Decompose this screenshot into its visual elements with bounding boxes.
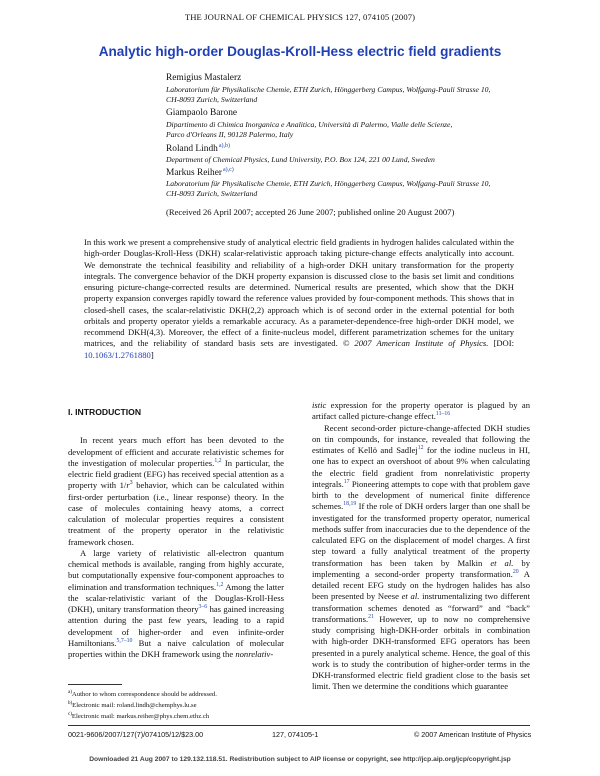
email-link[interactable]: Electronic mail: markus.reiher@phys.chem.ethz.ch [71,712,210,720]
citation[interactable]: 3–6 [198,604,208,611]
author-name: Remigius Mastalerz [166,73,242,83]
author-footnote-mark[interactable]: a),c) [222,167,234,173]
left-column [68,400,284,660]
author-affiliation: Dipartimento di Chimica Inorganica e Analitica, Università di Palermo, Vialle delle Scienze, Parco d'Orleans II, 90128 Palermo, Italy [166,120,453,139]
footnote: $^{a)}$Author to whom correspondence should be addressed. [68,690,217,699]
footnote-rule [68,684,122,685]
author-name: Giampaolo Barone [166,108,238,118]
received-dates: (Received 26 April 2007; accepted 26 June 2007; published online 20 August 2007) [166,207,455,217]
citation[interactable]: 20 [512,568,519,575]
author-footnote-mark[interactable]: a),b) [218,143,230,149]
footer-issn: 0021-9606/2007/127(7)/074105/12/$23.00 [68,730,204,739]
author-affiliation: Laboratorium für Physikalische Chemie, ETH Zurich, Hönggerberg Campus, Wolfgang-Pauli Strasse 10, CH-8093 Zurich, Switzerland [166,179,491,198]
copyright-notice: © 2007 American Institute of Physics. [342,338,489,349]
right-column [312,400,530,693]
author-affiliation: Laboratorium für Physikalische Chemie, ETH Zurich, Hönggerberg Campus, Wolfgang-Pauli Strasse 10, CH-8093 Zurich, Switzerland [166,85,491,104]
author-name: Roland Lindh$^{a),b)}$ [166,143,230,155]
citation[interactable]: 1,2 [216,581,224,588]
citation[interactable]: 18,19 [343,501,357,508]
paragraph-continuation: istic expression for the property operator is plagued by an artifact called picture-change effect.$^{11-16}$ [312,400,530,422]
article-title: Analytic high-order Douglas-Kroll-Hess electric field gradients [98,44,502,59]
footnote: $^{b)}$Electronic mail: roland.lindh@chemphys.lu.se [68,700,197,710]
footer-rule [68,725,530,726]
abstract: In this work we present a comprehensive study of analytical electric field gradients in hydrogen halides calculated within the high-order Douglas-Kroll-Hess (DKH) scalar-relativistic approach taking picture-change effects analytically into account. We demonstrate the technical feasibility and reliability of a high-order DKH unitary transformation for the property integrals. The convergence behavior of the DKH property expansion is discussed close to the basis set limit and conditions ensuring picture-change-corrected results are determined. Numerical results are presented, which show that the DKH property expansion converges rapidly toward the reference values provided by four-component methods. This shows that in closed-shell cases, the scalar-relativistic DKH(2,2) approach which is of second order in the external potential for both orbitals and property operator yields a remarkable accuracy. As a parameter-dependence-free high-order DKH model, we recommend DKH(4,3). Moreover, the effect of a finite-nucleus model, different parametrization schemes for the unitary matrices, and the reliability of standard basis sets are investigated. © 2007 American Institute of Physics. [DOI: 10.1063/1.2761880] [84,237,514,360]
author-name: Markus Reiher$^{a),c)}$ [166,167,234,179]
paragraph: Recent second-order picture-change-affected DKH studies on tin compounds, for instance, revealed that following the estimates of Kellö and Sadlej$^{12}$ for the iodine nucleus in HI, one has to expect an overshoot of about 9% when calculating the electric field gradient from nonrelativistic property integrals.$^{17}$ Pioneering attempts to cope with that problem gave birth to the development of numerical finite difference schemes.$^{18,19}$ If the role of DKH orders larger than one shall be investigated for the transformed property operator, numerical methods suffer from inaccuracies due to the dependence of the calculated EFG on the displacement of model charges. A first step toward a fully analytical treatment of the property transformation has been taken by Malkin et al. by implementing a second-order property transformation.$^{20}$ A detailed recent EFG study on the hydrogen halides has also been presented by Neese et al. instrumentalizing two different transformation schemes denoted as “forward” and “back” transformations.$^{21}$ However, up to now no comprehensive study comprising high-DKH-order orbitals in combination with high-order DKH-transformed EFG operators has been presented in a purely analytical scheme. Hence, the goal of this work is to study the contribution of higher-order terms in the DKH-transformed electric field gradient close to the basis set limit. Then we determine the conditions which guarantee [312,422,530,692]
paragraph: In recent years much effort has been devoted to the development of efficient and accurate relativistic schemes for the investigation of molecular properties.$^{1,2}$ In particular, the electric field gradient (EFG) has received special attention as a property with 1/r$^3$ behavior, which can be calculated within first-order perturbation (i.e., linear response) theory. In the case of molecules containing heavy atoms, a correct calculation of molecular properties requires a consistent treatment of the property operator in the relativistic framework chosen. [68,435,285,547]
citation[interactable]: 21 [368,613,374,620]
email-link[interactable]: Electronic mail: roland.lindh@chemphys.lu.se [72,702,197,710]
citation[interactable]: 12 [417,445,424,452]
citation[interactable]: 11–16 [435,411,451,418]
footnote: $^{c)}$Electronic mail: markus.reiher@phys.chem.ethz.ch [68,711,210,720]
section-heading: I. INTRODUCTION [68,407,142,417]
citation[interactable]: 1,2 [214,457,222,464]
author-affiliation: Department of Chemical Physics, Lund University, P.O. Box 124, 221 00 Lund, Sweden [166,155,435,164]
download-notice: Downloaded 21 Aug 2007 to 129.132.118.51. Redistribution subject to AIP license or copyright, see http://jcp.aip.org/jcp/copyright.jsp [89,756,511,763]
footer-page-number: 127, 074105-1 [272,730,319,739]
citation[interactable]: 5,7–10 [116,637,133,644]
running-head: THE JOURNAL OF CHEMICAL PHYSICS 127, 074105 (2007) [184,12,416,22]
footnotes [68,689,284,721]
footer-copyright: © 2007 American Institute of Physics [414,730,532,739]
paragraph: A large variety of relativistic all-electron quantum chemical methods is available, ranging from highly accurate, but computationally expensive four-component approaches to elimination and transformation techniques.$^{1,2}$ Among the latter the scalar-relativistic variant of the Douglas-Kroll-Hess (DKH), unitary transformation theory$^{3-6}$ has gained increasing attention during the past few years, leading to a rapid development of higher-order and even infinite-order Hamiltonians.$^{5,7-10}$ But a naive calculation of molecular properties within the DKH framework using the nonrelativ- [68,547,284,659]
citation[interactable]: 17 [343,478,350,485]
doi-link[interactable]: 10.1063/1.2761880 [84,349,151,360]
